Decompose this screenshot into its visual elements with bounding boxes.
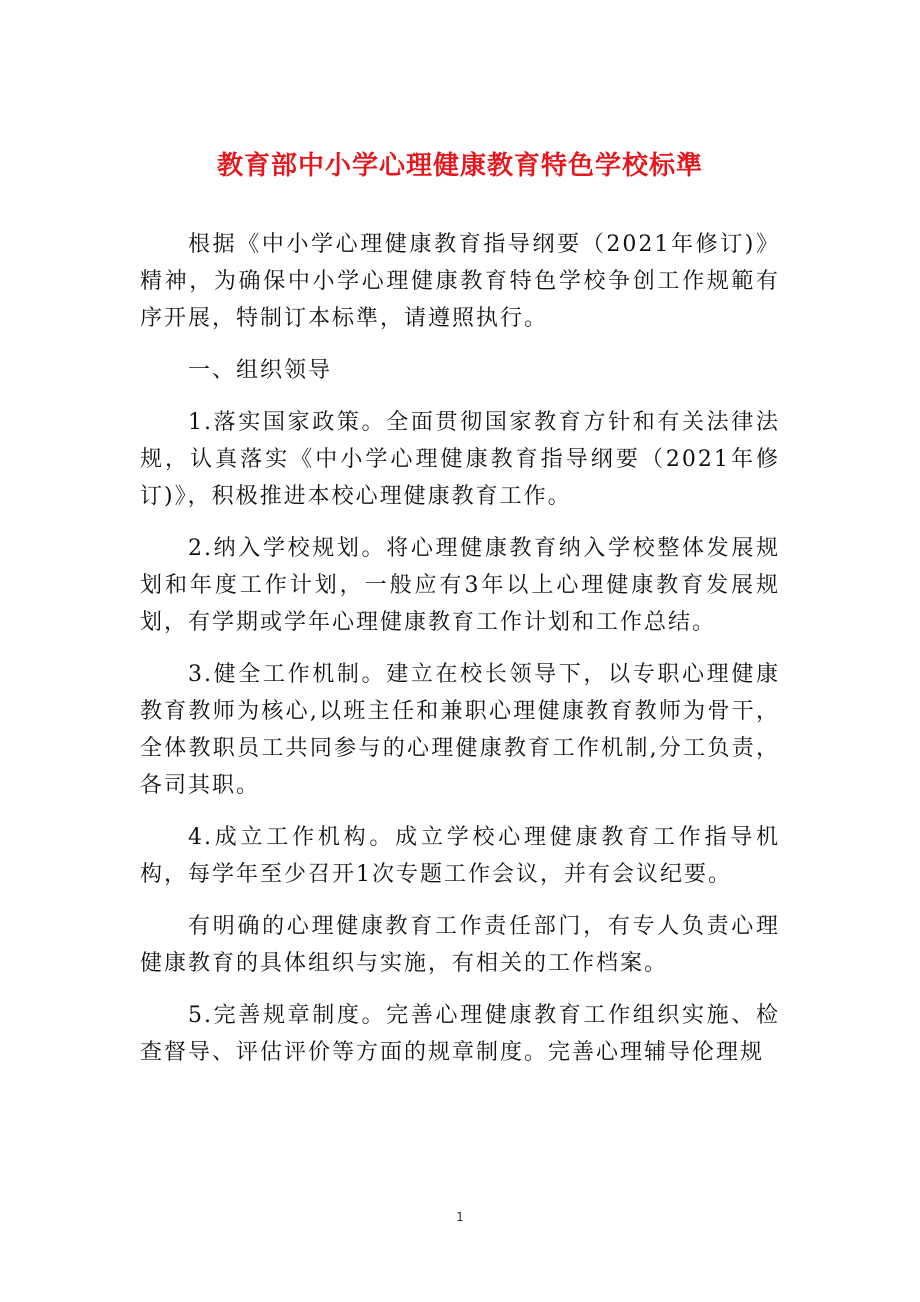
page-number: 1 — [456, 1210, 464, 1224]
paragraph-item-1: 1.落实国家政策。全面贯彻国家教育方针和有关法律法规，认真落实《中小学心理健康教育指导纲要（2021年修订)》，积极推进本校心理健康教育工作。 — [140, 410, 780, 509]
paragraph-item-4: 4.成立工作机构。成立学校心理健康教育工作指导机构，每学年至少召开1次专题工作会议，并有会议纪要。 — [140, 825, 780, 887]
paragraph-item-5: 5.完善规章制度。完善心理健康教育工作组织实施、检查督导、评估评价等方面的规章制度。完善心理辅导伦理规 — [140, 1003, 780, 1065]
paragraph-item-2: 2.纳入学校规划。将心理健康教育纳入学校整体发展规划和年度工作计划，一般应有3年以上心理健康教育发展规划，有学期或学年心理健康教育工作计划和工作总结。 — [140, 536, 780, 635]
paragraph-item-4-continued: 有明确的心理健康教育工作责任部门，有专人负责心理健康教育的具体组织与实施，有相关的工作档案。 — [140, 914, 780, 976]
document-title: 教育部中小学心理健康教育特色学校标準 — [216, 151, 703, 181]
section-heading-organization: 一、组织领导 — [188, 358, 333, 383]
intro-paragraph: 根据《中小学心理健康教育指导纲要（2021年修订)》精神，为确保中小学心理健康教育特色学校争创工作规範有序开展，特制订本标準，请遵照执行。 — [140, 232, 780, 331]
document-body — [140, 226, 780, 1086]
paragraph-item-3: 3.健全工作机制。建立在校长领导下，以专职心理健康教育教师为核心,以班主任和兼职心理健康教育教师为骨干，全体教职员工共同参与的心理健康教育工作机制,分工负责，各司其职。 — [140, 662, 780, 798]
